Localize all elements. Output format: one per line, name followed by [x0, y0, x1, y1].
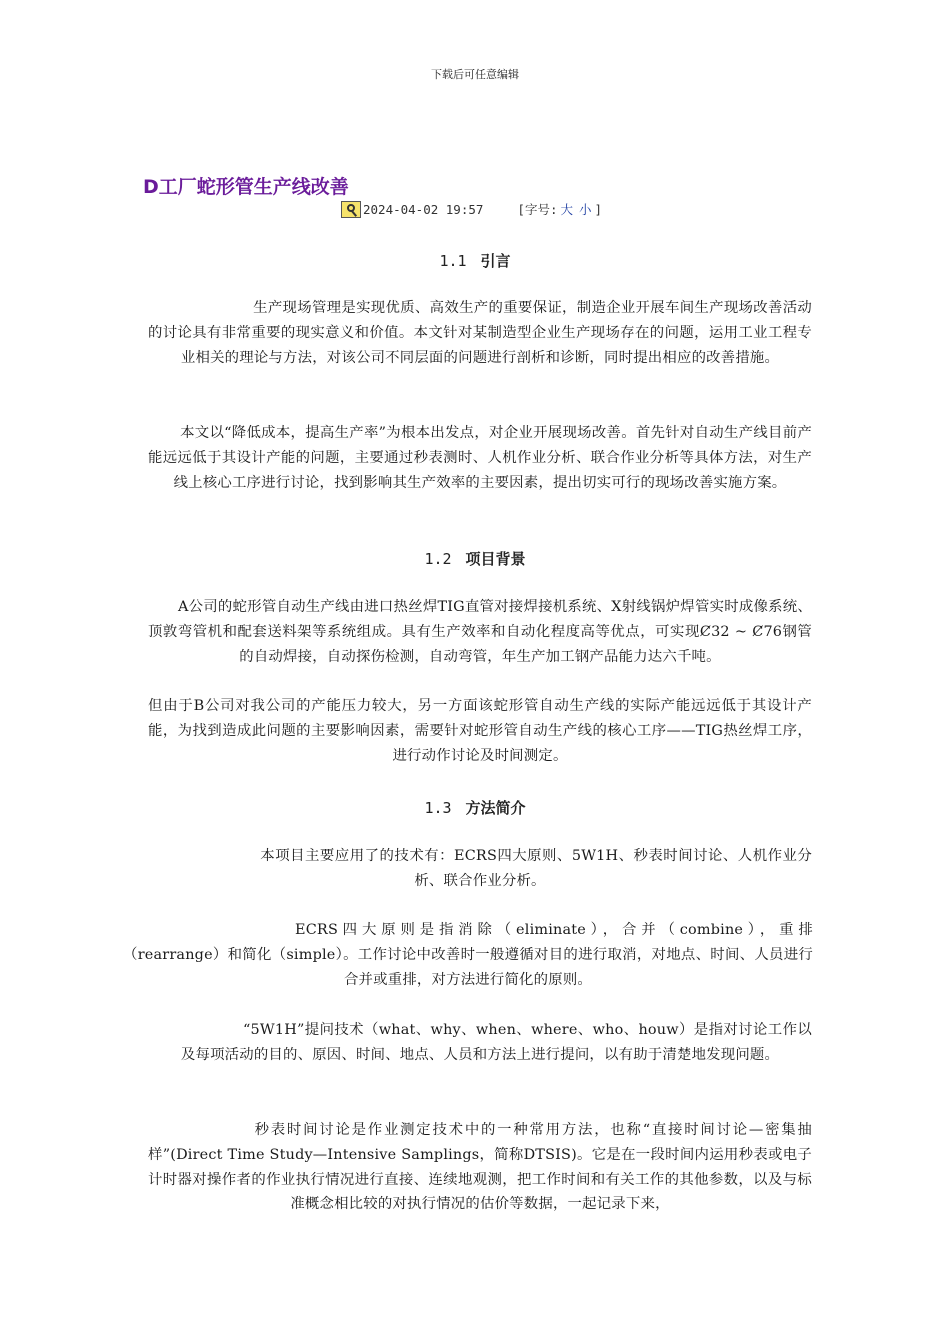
section-title: 项目背景	[465, 550, 526, 568]
section-heading-background	[0, 548, 950, 569]
paragraph-5w1h: “5W1H”提问技术（what、why、when、where、who、houw）是指对讨论工作以及每项活动的目的、原因、时间、地点、人员和方法上进行提问，以有助于清楚地发现问题。	[180, 1022, 812, 1063]
paragraph-ecrs: ECRS四大原则是指消除（eliminate），合并（combine），重排（rearrange）和简化（simple）。工作讨论中改善时一般遵循对目的进行取消，对地点、时间、人员进行合并或重排，对方法进行简化的原则。	[123, 922, 813, 988]
magnifier-icon	[341, 201, 361, 218]
section-title: 方法简介	[465, 799, 526, 817]
publish-datetime: 2024-04-02 19:57	[363, 201, 484, 217]
section-title: 引言	[480, 252, 511, 270]
section-heading-intro	[0, 250, 950, 271]
article-meta	[341, 200, 602, 218]
paragraph-methods-1: 本项目主要应用了的技术有：ECRS四大原则、5W1H、秒表时间讨论、人机作业分析、联合作业分析。	[260, 848, 812, 889]
paragraph-intro-2: 本文以“降低成本，提高生产率”为根本出发点，对企业开展现场改善。首先针对自动生产线目前产能远远低于其设计产能的问题，主要通过秒表测时、人机作业分析、联合作业分析等具体方法，对生产线上核心工序进行讨论，找到影响其生产效率的主要因素，提出切实可行的现场改善实施方案。	[148, 425, 812, 491]
paragraph-background-1: A公司的蛇形管自动生产线由进口热丝焊TIG直管对接焊接机系统、X射线锅炉焊管实时成像系统、顶敦弯管机和配套送料架等系统组成。具有生产效率和自动化程度高等优点，可实现Ȼ32 ~ Ȼ76钢管的自动焊接，自动探伤检测，自动弯管，年生产加工钢产品能力达六千吨。	[148, 599, 812, 665]
font-large-link[interactable]: 大	[560, 202, 573, 217]
paragraph-stopwatch: 秒表时间讨论是作业测定技术中的一种常用方法，也称“直接时间讨论—密集抽样”(Direct Time Study—Intensive Samplings，简称DTSIS)。它是在一段时间内运用秒表或电子计时器对操作者的作业执行情况进行直接、连续地观测，把工作时间和有关工作的其他参数，以及与标准概念相比较的对执行情况的估价等数据，一起记录下来，	[148, 1122, 812, 1213]
article-title: D工厂蛇形管生产线改善	[143, 176, 349, 198]
section-number: 1.1	[439, 252, 467, 270]
font-size-close: ]	[594, 201, 603, 217]
section-number: 1.3	[424, 799, 452, 817]
paragraph-intro-1: 生产现场管理是实现优质、高效生产的重要保证，制造企业开展车间生产现场改善活动的讨论具有非常重要的现实意义和价值。本文针对某制造型企业生产现场存在的问题，运用工业工程专业相关的理论与方法，对该公司不同层面的问题进行剖析和诊断，同时提出相应的改善措施。	[148, 300, 812, 366]
paragraph-background-2: 但由于B公司对我公司的产能压力较大，另一方面该蛇形管自动生产线的实际产能远远低于其设计产能，为找到造成此问题的主要影响因素，需要针对蛇形管自动生产线的核心工序——TIG热丝焊工序，进行动作讨论及时间测定。	[148, 698, 812, 764]
section-heading-methods	[0, 797, 950, 818]
font-small-link[interactable]: 小	[579, 202, 592, 217]
section-number: 1.2	[424, 550, 452, 568]
header-note: 下载后可任意编辑	[431, 68, 519, 81]
font-size-label: [字号:	[517, 202, 558, 217]
